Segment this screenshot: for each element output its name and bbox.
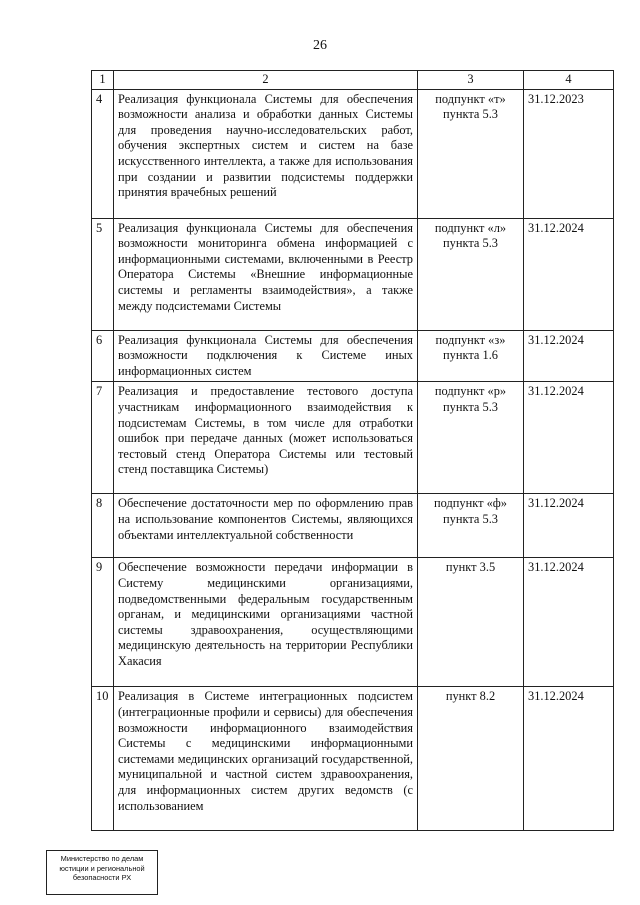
row-deadline: 31.12.2024 <box>524 382 614 494</box>
schedule-table <box>91 70 614 831</box>
row-deadline: 31.12.2023 <box>524 89 614 218</box>
row-deadline: 31.12.2024 <box>524 558 614 687</box>
row-number: 9 <box>92 558 114 687</box>
row-description: Реализация в Системе интеграционных подсистем (интеграционные профили и сервисы) для обеспечения возможности информационного взаимодействия Системы с медицинскими информационными системами медицинских организаций государственной, муниципальной и частной систем здравоохранения, для информационных систем других ведомств (с использованием <box>114 687 418 831</box>
row-description: Обеспечение достаточности мер по оформлению прав на использование компонентов Системы, являющихся объектами интеллектуальной собственности <box>114 494 418 558</box>
row-number: 8 <box>92 494 114 558</box>
ministry-stamp <box>46 850 158 895</box>
row-reference: подпункт «л» пункта 5.3 <box>418 218 524 330</box>
table-row <box>92 494 614 558</box>
stamp-line-2: юстиции и региональной <box>59 863 145 873</box>
row-reference: пункт 3.5 <box>418 558 524 687</box>
table-row <box>92 218 614 330</box>
row-deadline: 31.12.2024 <box>524 494 614 558</box>
row-reference: подпункт «т» пункта 5.3 <box>418 89 524 218</box>
row-number: 4 <box>92 89 114 218</box>
header-cell-3: 3 <box>418 71 524 90</box>
table-header-row <box>92 71 614 90</box>
row-description: Реализация функционала Системы для обеспечения возможности анализа и обработки данных Системы для проведения научно-исследовательских работ, обучения экспертных систем и систем на базе искусственного интеллекта, а также для использования при создании и развитии подсистемы поддержки принятия врачебных решений <box>114 89 418 218</box>
header-cell-4: 4 <box>524 71 614 90</box>
row-description: Реализация и предоставление тестового доступа участникам информационного взаимодействия к подсистемам Системы, в том числе для отработки ошибок при передаче данных (может использоваться тестовый стенд Оператора Системы или тестовый стенд поставщика Системы) <box>114 382 418 494</box>
row-reference: пункт 8.2 <box>418 687 524 831</box>
table-row <box>92 558 614 687</box>
row-description: Реализация функционала Системы для обеспечения возможности подключения к Системе иных информационных систем <box>114 330 418 382</box>
table-row <box>92 382 614 494</box>
row-reference: подпункт «ф» пункта 5.3 <box>418 494 524 558</box>
row-number: 6 <box>92 330 114 382</box>
row-number: 5 <box>92 218 114 330</box>
row-reference: подпункт «з» пункта 1.6 <box>418 330 524 382</box>
stamp-line-3: безопасности РХ <box>72 873 132 882</box>
row-deadline: 31.12.2024 <box>524 687 614 831</box>
row-number: 10 <box>92 687 114 831</box>
table-row <box>92 687 614 831</box>
table-row <box>92 89 614 218</box>
row-description: Реализация функционала Системы для обеспечения возможности мониторинга обмена информацией с информационными системами, включенными в Реестр Оператора Системы «Внешние информационные системы и регламенты взаимодействия», а также между подсистемами Системы <box>114 218 418 330</box>
row-deadline: 31.12.2024 <box>524 218 614 330</box>
row-reference: подпункт «р» пункта 5.3 <box>418 382 524 494</box>
row-deadline: 31.12.2024 <box>524 330 614 382</box>
stamp-line-1: Министерство по делам <box>60 854 144 863</box>
row-number: 7 <box>92 382 114 494</box>
header-cell-2: 2 <box>114 71 418 90</box>
row-description: Обеспечение возможности передачи информации в Систему медицинскими организациями, подведомственными федеральным государственным органам, и медицинскими организациями частной системы здравоохранения, осуществляющими медицинскую деятельность на территории Республики Хакасия <box>114 558 418 687</box>
table-row <box>92 330 614 382</box>
page-number: 26 <box>313 38 327 53</box>
header-cell-1: 1 <box>92 71 114 90</box>
